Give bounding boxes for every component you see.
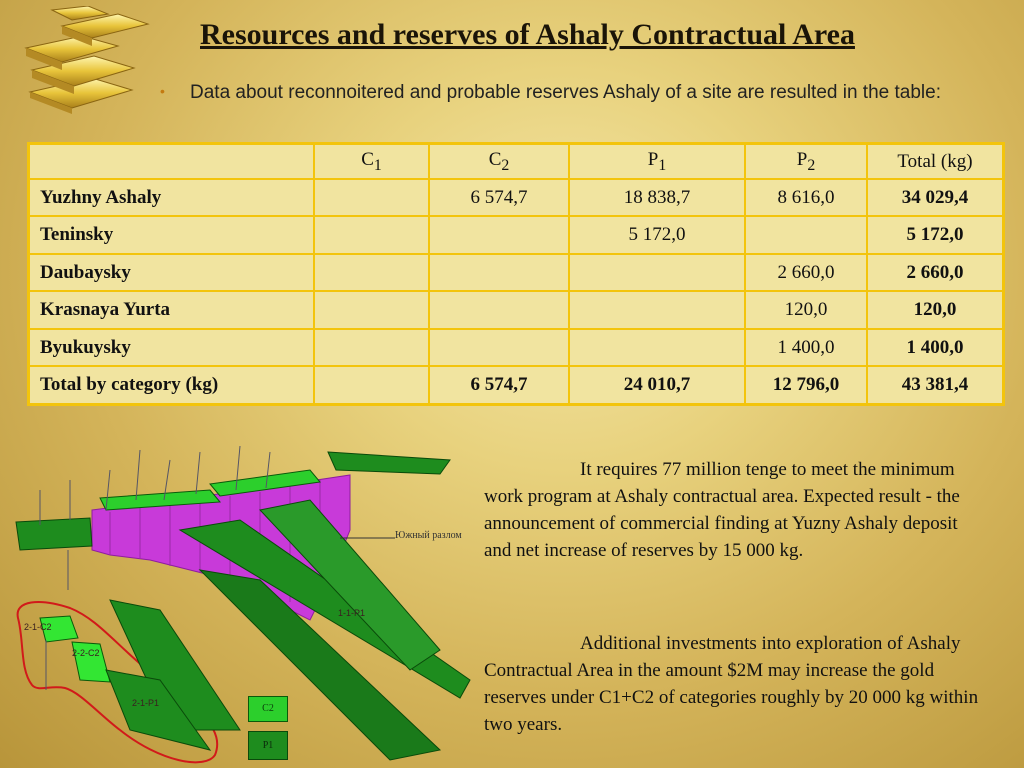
- table-row: Krasnaya Yurta 120,0 120,0: [29, 291, 1004, 328]
- table-row: Byukuysky 1 400,0 1 400,0: [29, 329, 1004, 366]
- fault-label: Южный разлом: [395, 530, 462, 541]
- legend-c2: C2: [248, 696, 288, 722]
- table-row: Daubaysky 2 660,0 2 660,0: [29, 254, 1004, 291]
- model-label-2-2-c2: 2-2-C2: [72, 648, 100, 658]
- paragraph-work-program-text: It requires 77 million tenge to meet the minimum work program at Ashaly contractual area. Expected result - the announcement of commercial finding at Yuzny Ashaly deposit and net increase of reserves by 15 000 kg.: [484, 459, 960, 561]
- reserves-table: [27, 142, 1005, 406]
- geological-3d-model: [10, 430, 480, 768]
- table-row: Yuzhny Ashaly 6 574,7 18 838,7 8 616,0 34 029,4: [29, 179, 1004, 216]
- legend-p1: P1: [248, 731, 288, 760]
- table-row: Teninsky 5 172,0 5 172,0: [29, 216, 1004, 253]
- table-total-row: Total by category (kg) 6 574,7 24 010,7 12 796,0 43 381,4: [29, 366, 1004, 404]
- header-c2: $C_2$: [429, 144, 569, 180]
- model-label-1-1-p1: 1-1-P1: [338, 608, 366, 618]
- paragraph-investments: [484, 630, 984, 738]
- header-p2: $P_2$: [745, 144, 867, 180]
- header-p1: $P_1$: [569, 144, 745, 180]
- paragraph-investments-text: Additional investments into exploration of Ashaly Contractual Area in the amount $2M may increase the gold reserves under C1+C2 of categories roughly by 20 000 kg within two years.: [484, 633, 979, 735]
- header-c1: $C_1$: [314, 144, 429, 180]
- model-label-2-1-c2: 2-1-C2: [24, 622, 52, 632]
- header-total: Total (kg): [867, 144, 1004, 180]
- paragraph-work-program: [484, 456, 984, 564]
- intro-text: Data about reconnoitered and probable reserves Ashaly of a site are resulted in the table:: [190, 82, 941, 103]
- table-header-row: [29, 144, 1004, 180]
- gold-bars-image: [22, 6, 152, 114]
- model-label-2-1-p1: 2-1-P1: [132, 698, 160, 708]
- header-empty: [29, 144, 315, 180]
- slide-title: Resources and reserves of Ashaly Contractual Area: [200, 18, 855, 51]
- bullet-icon: •: [160, 83, 165, 99]
